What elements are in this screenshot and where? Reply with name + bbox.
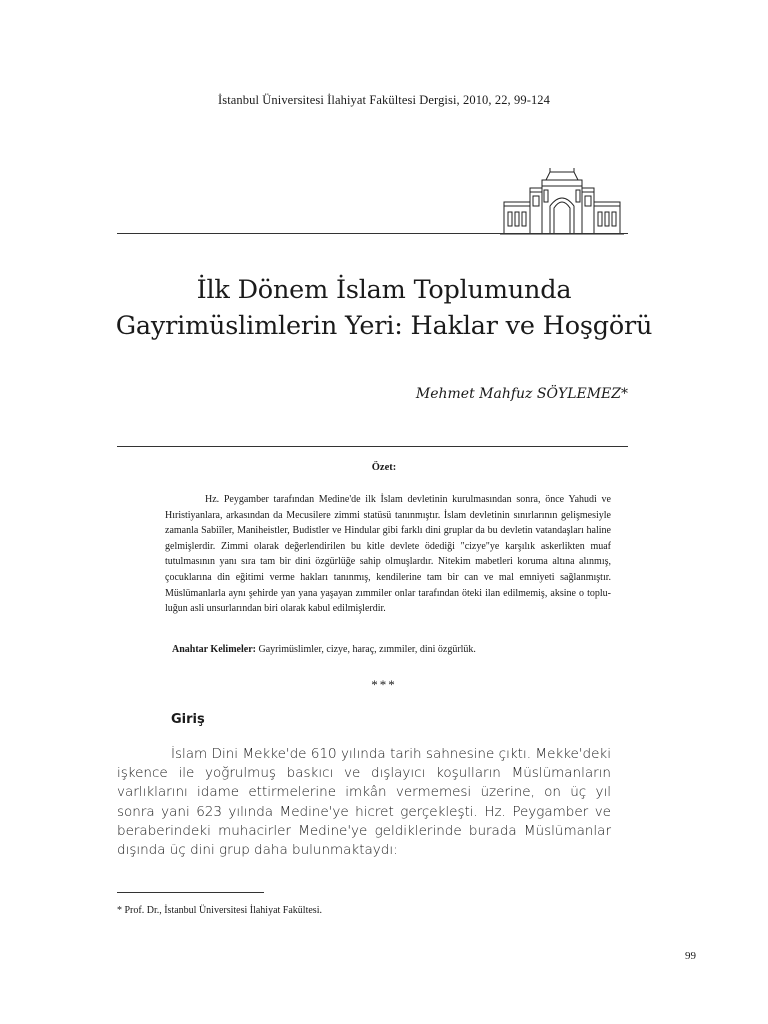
keywords [172,644,476,655]
section-body-text: İslam Dini Mekke'de 610 yılında tarih sahnesine çıktı. Mekke'deki işkence ile yoğrulmuş baskıcı ve dışlayıcı koşulların Müslümanların varlıklarını idame ettirmelerine imkân vermemesi üzerine, on üç yıl sonra yani 623 yılında Medine'ye hicret gerçekleşti. Hz. Peygamber ve beraberindeki muhacirler Medine'ye geldiklerinde burada Müslümanlar dışında üç dini grup daha bulunmaktaydı: [117,746,611,859]
article-title [0,272,768,344]
journal-citation: İstanbul Üniversitesi İlahiyat Fakültesi Dergisi, 2010, 22, 99-124 [217,93,551,107]
university-gate-icon [498,166,626,236]
page-number: 99 [685,950,696,962]
abstract-text: Hz. Peygamber tarafından Medine'de ilk İslam devletinin kurulmasından sonra, önce Yahudi ve Hıristiyanlara, arkasından da Mecusilere zimmi statüsü tanınmıştır. İslam devletinin sınırlarının gelişmesiyle zamanla Sabiîler, Maniheistler, Budistler ve Hindular gibi farklı dini gruplar da bu devletin vatandaşları haline gelmişlerdir. Zimmi olarak değerlendirilen bu kitle devlete ödediği "cizye"ye karşılık askerlikten muaf tutulmasının yanı sıra tam bir dini özgürlüğe sahip olmuşlardır. Nitekim mabetleri koruma altına alınmış, çocuklarına din eğitimi verme hakları tanınmış, kendilerine tam bir can ve mal emniyeti sağlanmıştır. Müslümanlarla aynı şehirde yan yana yaşayan zımmiler onlar tarafından öteki ilan edilmemiş, aksine o topluluğun asli unsurlarından biri olarak kabul edilmişlerdir. [165,494,611,615]
header-rule [117,233,628,234]
footnote-rule [117,892,264,893]
footnote: * Prof. Dr., İstanbul Üniversitesi İlahiyat Fakültesi. [117,905,322,916]
section-heading: Giriş [171,712,205,727]
abstract-rule [117,446,628,447]
section-separator: *** [371,677,397,692]
title-line-1: İlk Dönem İslam Toplumunda [196,275,572,305]
keywords-label: Anahtar Kelimeler: [172,644,256,655]
abstract-heading: Özet: [371,462,397,473]
title-line-2: Gayrimüslimlerin Yeri: Haklar ve Hoşgörü [115,311,653,341]
author-name: Mehmet Mahfuz SÖYLEMEZ* [415,386,628,402]
keywords-list: Gayrimüslimler, cizye, haraç, zımmiler, dini özgürlük. [255,644,476,655]
